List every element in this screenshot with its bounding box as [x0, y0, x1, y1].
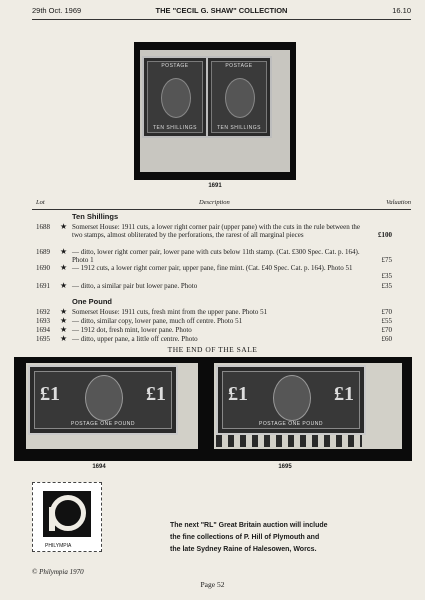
lot-number: 1690	[36, 264, 50, 272]
mint-star: ★	[60, 281, 68, 290]
advert-line: the fine collections of P. Hill of Plymouth and	[170, 534, 320, 541]
stamp-one-pound-1694: £1 £1 POSTAGE ONE POUND	[28, 365, 178, 435]
mint-star: ★	[60, 263, 68, 272]
header-ref: 16.10	[392, 6, 411, 15]
lot-number: 1688	[36, 223, 50, 231]
lot-number: 1694	[36, 326, 50, 334]
lot-valuation: £75	[381, 256, 392, 264]
mint-star: ★	[60, 222, 68, 231]
lot-number: 1695	[36, 335, 50, 343]
lot-description: — 1912 cuts, a lower right corner pair, upper pane, fine mint. (Cat. £40 Spec. Cat. p. 164). Photo 51	[72, 264, 353, 272]
mint-star: ★	[60, 247, 68, 256]
lot-description: — ditto, upper pane, a little off centre. Photo	[72, 335, 198, 343]
photo-lot-1691	[134, 42, 296, 180]
header-rule	[32, 19, 411, 20]
auction-advert	[170, 520, 370, 556]
lot-valuation: £35	[381, 282, 392, 290]
advert-line: the late Sydney Raine of Halesowen, Worcs.	[170, 546, 317, 553]
mint-star: ★	[60, 334, 68, 343]
page-number: Page 52	[200, 580, 225, 589]
column-rule	[32, 209, 411, 210]
page-header	[32, 6, 411, 18]
header-title: THE "CECIL G. SHAW" COLLECTION	[155, 6, 288, 15]
lot-valuation: £60	[381, 335, 392, 343]
photo-caption-1695: 1695	[278, 464, 292, 470]
lot-description: — ditto, similar copy, lower pane, much off centre. Photo 51	[72, 317, 243, 325]
lot-description: — ditto, lower right corner pair, lower pane with cuts below 11th stamp. (Cat. £300 Spec. Cat. p. 164). Photo 1	[72, 248, 360, 264]
lot-description: — ditto, a similar pair but lower pane. Photo	[72, 282, 198, 290]
marginal-rule-bars	[216, 435, 362, 447]
col-valuation: Valuation	[386, 199, 411, 206]
lot-valuation: £35	[381, 272, 392, 280]
lot-description: — 1912 dot, fresh mint, lower pane. Photo	[72, 326, 192, 334]
photo-caption-1691: 1691	[208, 183, 222, 189]
lot-valuation: £70	[381, 326, 392, 334]
section-heading: Ten Shillings	[72, 212, 119, 221]
logo-text: PHILYMPIA	[45, 543, 72, 549]
col-description: Description	[199, 199, 230, 206]
photo-caption-1694: 1694	[92, 464, 106, 470]
photo-lots-1694-1695	[14, 357, 412, 461]
lot-valuation: £100	[378, 231, 392, 239]
advert-line: The next "RL" Great Britain auction will include	[170, 522, 328, 529]
philympia-logo	[32, 482, 102, 552]
section-heading: One Pound	[72, 297, 112, 306]
stamp-one-pound-1695: £1 £1 POSTAGE ONE POUND	[216, 365, 366, 435]
mint-star: ★	[60, 316, 68, 325]
stamp-ten-shillings-left: POSTAGE TEN SHILLINGS	[142, 56, 208, 138]
col-lot: Lot	[36, 199, 45, 206]
lot-number: 1689	[36, 248, 50, 256]
stamp-ten-shillings-right: POSTAGE TEN SHILLINGS	[206, 56, 272, 138]
sheet-margin	[140, 50, 290, 172]
lot-description: Somerset House: 1911 cuts, fresh mint from the upper pane. Photo 51	[72, 308, 268, 316]
lot-description: Somerset House: 1911 cuts, a lower right corner pair (upper pane) with the cuts in the rule between the two stamps, almost obliterated by the perforations, the rarest of all marginal pieces	[72, 223, 361, 239]
copyright: © Philympia 1970	[32, 568, 84, 576]
column-headers	[36, 199, 411, 209]
mint-star: ★	[60, 325, 68, 334]
header-date: 29th Oct. 1969	[32, 6, 82, 15]
end-of-sale: THE END OF THE SALE	[167, 345, 258, 354]
lot-valuation: £70	[381, 308, 392, 316]
lot-number: 1693	[36, 317, 50, 325]
mint-star: ★	[60, 307, 68, 316]
lot-number: 1691	[36, 282, 50, 290]
lot-valuation: £55	[381, 317, 392, 325]
lot-number: 1692	[36, 308, 50, 316]
